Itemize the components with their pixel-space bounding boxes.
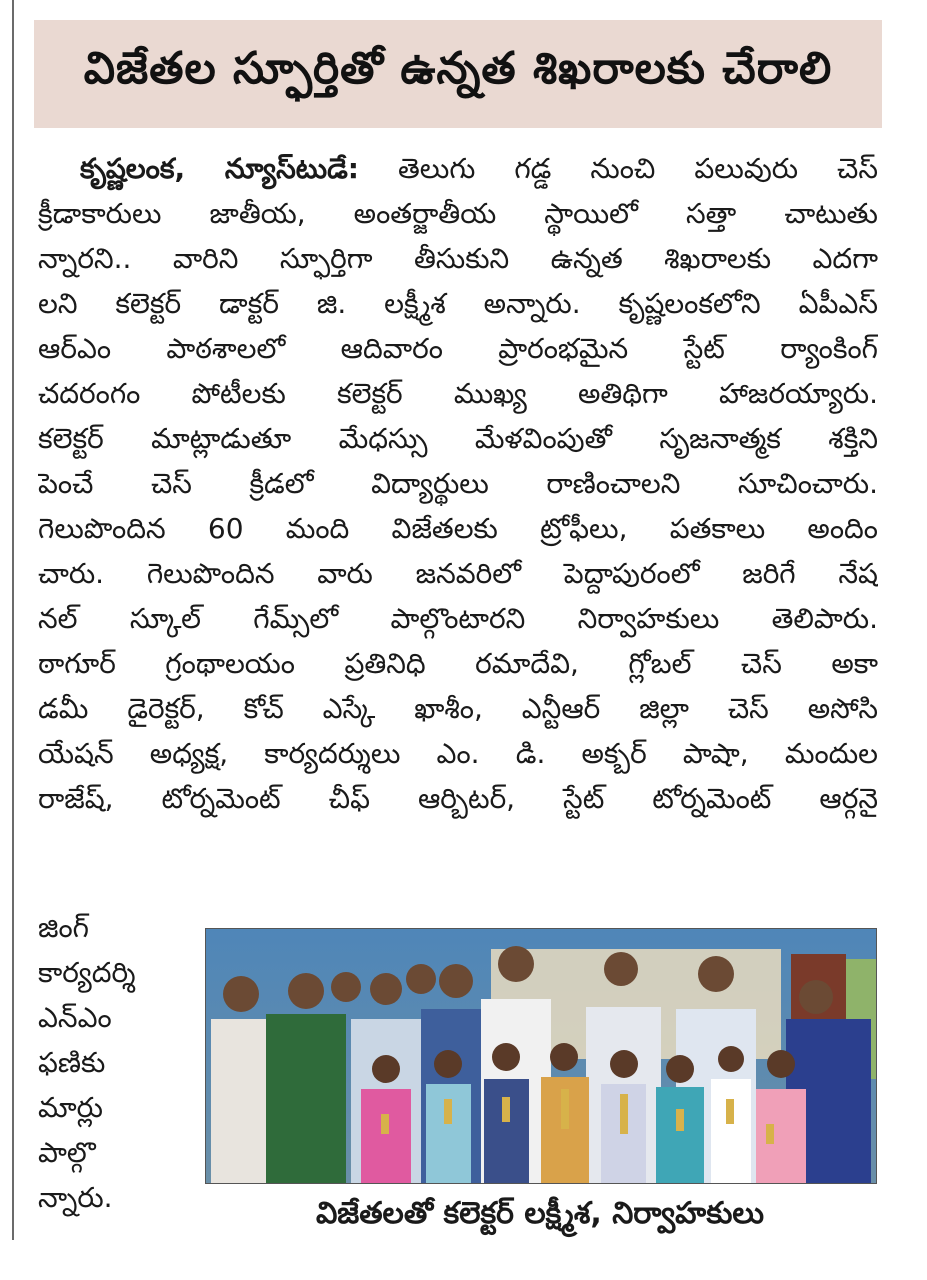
article-line: మార్లు <box>38 1091 103 1124</box>
article-side-column <box>38 905 198 1220</box>
article-line: యేషన్ అధ్యక్ష, కార్యదర్శులు ఎం. డి. అక్బర్ పాషా, మందుల <box>38 737 878 770</box>
article-line: కలెక్టర్ మాట్లాడుతూ మేధస్సు మేళవింపుతో సృజనాత్మక శక్తిని <box>38 422 878 455</box>
article-line: గెలుపొందిన 60 మంది విజేతలకు ట్రోఫీలు, పతకాలు అందిం <box>38 512 878 545</box>
article-line: పాల్గొ <box>38 1136 96 1169</box>
column-rule <box>12 0 14 1240</box>
article-line: డమీ డైరెక్టర్, కోచ్ ఎస్కే ఖాశీం, ఎన్టీఆర్ జిల్లా చెస్ అసోసి <box>38 692 878 725</box>
article-line: ఫణికు <box>38 1046 106 1079</box>
article-line: రాజేష్, టోర్నమెంట్ చీఫ్ ఆర్బిటర్, స్టేట్ టోర్నమెంట్ ఆర్గనై <box>38 782 878 815</box>
article-line: న్నారు. <box>38 1181 113 1214</box>
group-photo <box>205 928 877 1184</box>
article-line: ఠాగూర్ గ్రంథాలయం ప్రతినిధి రమాదేవి, గ్లోబల్ చెస్ అకా <box>38 647 878 680</box>
article-line: జింగ్ <box>38 911 89 944</box>
article-line: చారు. గెలుపొందిన వారు జనవరిలో పెద్దాపురంలో జరిగే నేష <box>38 557 878 590</box>
article-line <box>38 146 878 191</box>
article-body <box>38 146 878 821</box>
headline: విజేతల స్ఫూర్తితో ఉన్నత శిఖరాలకు చేరాలి <box>83 43 833 94</box>
article-line: చదరంగం పోటీలకు కలెక్టర్ ముఖ్య అతిథిగా హాజరయ్యారు. <box>38 377 878 410</box>
article-line-text: తెలుగు గడ్డ నుంచి పలువురు చెస్ <box>359 152 878 185</box>
article-line: కార్యదర్శి <box>38 956 136 989</box>
article-line: ఆర్ఎం పాఠశాలలో ఆదివారం ప్రారంభమైన స్టేట్ ర్యాంకింగ్ <box>38 332 878 365</box>
photo-caption: విజేతలతో కలెక్టర్ లక్ష్మీశ, నిర్వాహకులు <box>315 1196 765 1231</box>
article-line: క్రీడాకారులు జాతీయ, అంతర్జాతీయ స్థాయిలో సత్తా చాటుతు <box>38 197 878 230</box>
article-line: లని కలెక్టర్ డాక్టర్ జి. లక్ష్మీశ అన్నారు. కృష్ణలంకలోని ఏపీఎస్ <box>38 287 878 320</box>
group-photo-illustration <box>206 929 876 1183</box>
article-line: న్నారని.. వారిని స్ఫూర్తిగా తీసుకుని ఉన్నత శిఖరాలకు ఎదగా <box>38 242 878 275</box>
dateline: కృష్ణలంక, న్యూస్‌టుడే: <box>80 152 359 185</box>
article-line: పెంచే చెస్ క్రీడలో విద్యార్థులు రాణించాలని సూచించారు. <box>38 467 878 500</box>
article-line: నల్ స్కూల్ గేమ్స్‌లో పాల్గొంటారని నిర్వాహకులు తెలిపారు. <box>38 602 878 635</box>
headline-banner <box>34 20 882 128</box>
article-line: ఎన్ఎం <box>38 1001 112 1034</box>
